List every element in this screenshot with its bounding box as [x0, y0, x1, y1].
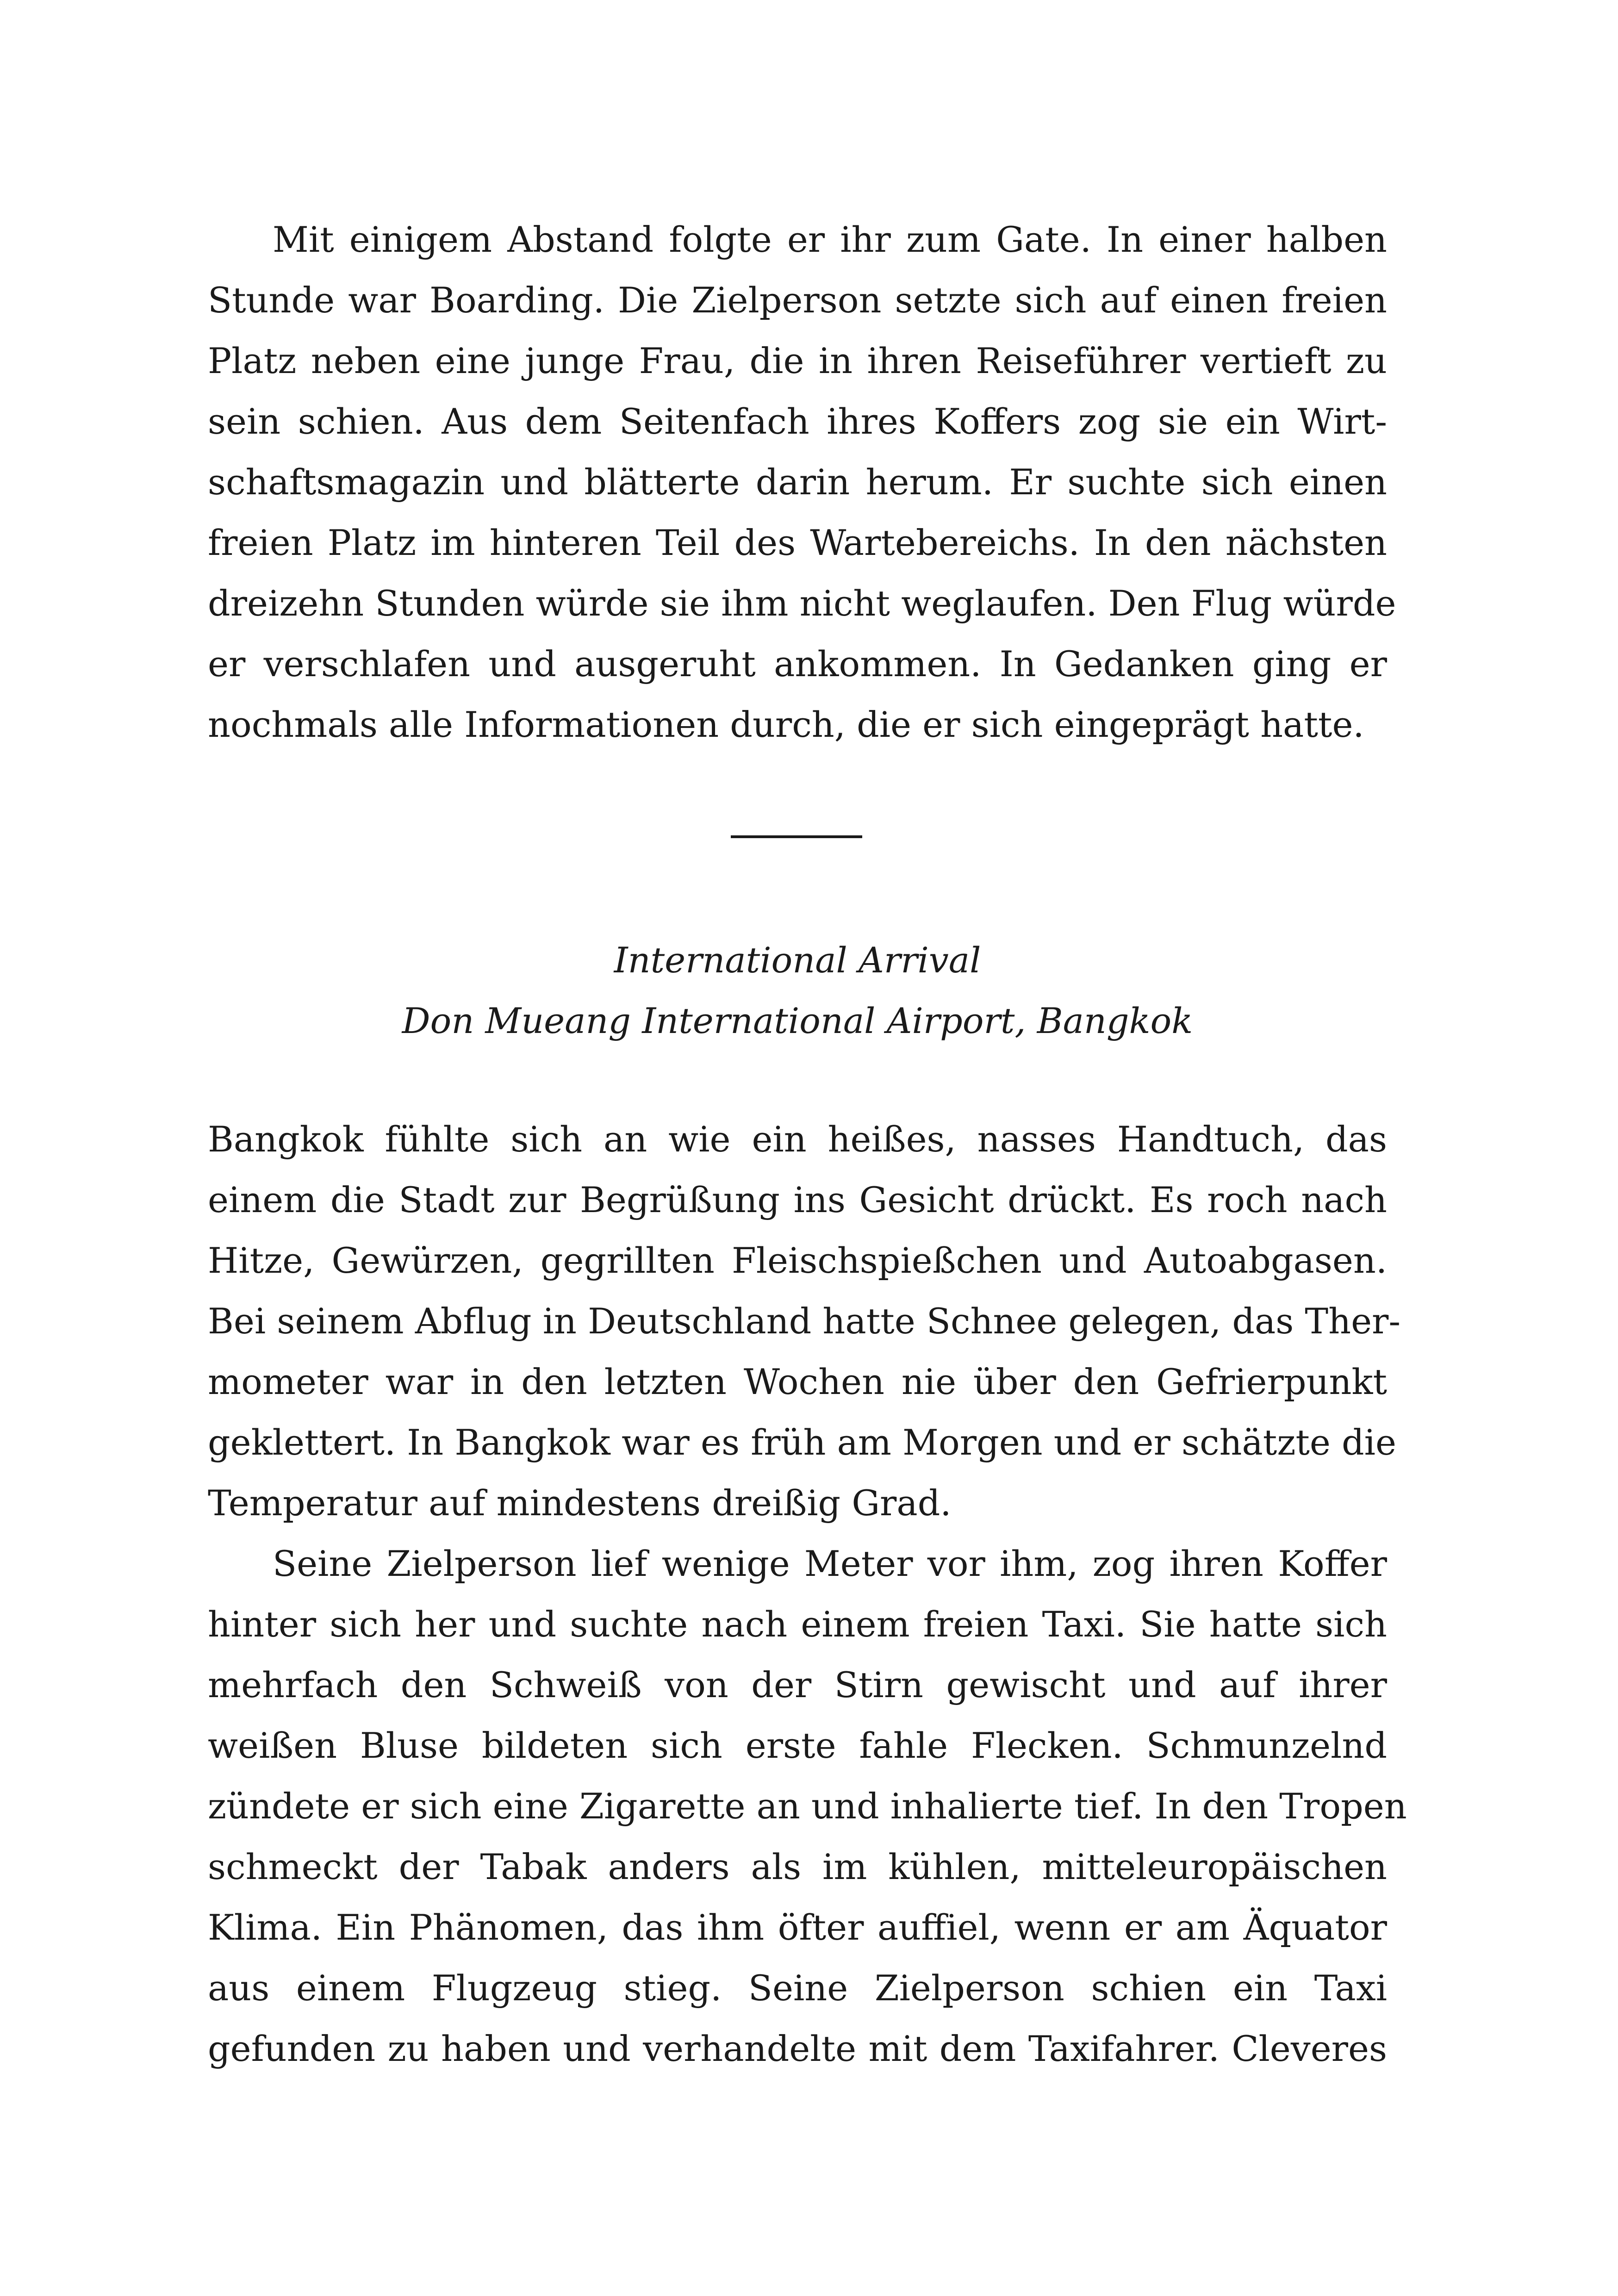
text-line: Temperatur auf mindestens dreißig Grad. [208, 1482, 952, 1524]
text-line: mehrfach den Schweiß von der Stirn gewischt und auf ihrer [208, 1664, 1387, 1705]
text-line: geklettert. In Bangkok war es früh am Morgen und er schätzte die [208, 1422, 1396, 1463]
section-divider [731, 835, 862, 838]
text-line: weißen Bluse bildeten sich erste fahle Flecken. Schmunzelnd [208, 1725, 1387, 1766]
text-line: dreizehn Stunden würde sie ihm nicht weglaufen. Den Flug würde [208, 583, 1396, 624]
section-heading-line-1: International Arrival [614, 940, 981, 981]
text-line: er verschlafen und ausgeruht ankommen. In Gedanken ging er [208, 643, 1387, 684]
text-line: freien Platz im hinteren Teil des Wartebereichs. In den nächsten [208, 522, 1387, 563]
text-line: aus einem Flugzeug stieg. Seine Zielperson schien ein Taxi [208, 1967, 1387, 2009]
text-line: einem die Stadt zur Begrüßung ins Gesicht drückt. Es roch nach [208, 1179, 1387, 1220]
text-line: schmeckt der Tabak anders als im kühlen, mitteleuropäischen [208, 1846, 1387, 1887]
text-line: Stunde war Boarding. Die Zielperson setzte sich auf einen freien [208, 280, 1387, 321]
text-line: Platz neben eine junge Frau, die in ihren Reiseführer vertieft zu [208, 340, 1387, 381]
paragraph-1 [208, 209, 1396, 755]
section-heading [208, 930, 1387, 1051]
section-heading-line-2: Don Mueang International Airport, Bangkok [402, 1000, 1193, 1041]
text-line: Klima. Ein Phänomen, das ihm öfter auffiel, wenn er am Äquator [208, 1907, 1387, 1948]
text-line: schaftsmagazin und blätterte darin herum. Er suchte sich einen [208, 461, 1387, 503]
section-2-body [208, 1109, 1407, 2079]
text-line: gefunden zu haben und verhandelte mit dem Taxifahrer. Cleveres [208, 2028, 1387, 2069]
text-line: Bangkok fühlte sich an wie ein heißes, nasses Handtuch, das [208, 1119, 1387, 1160]
text-line: Mit einigem Abstand folgte er ihr zum Gate. In einer halben [273, 219, 1387, 260]
text-line: mometer war in den letzten Wochen nie über den Gefrierpunkt [208, 1361, 1387, 1402]
text-line: zündete er sich eine Zigarette an und inhalierte tief. In den Tropen [208, 1786, 1407, 1827]
text-line: Hitze, Gewürzen, gegrillten Fleischspießchen und Autoabgasen. [208, 1240, 1387, 1281]
text-line: sein schien. Aus dem Seitenfach ihres Koffers zog sie ein Wirt- [208, 401, 1387, 442]
text-line: hinter sich her und suchte nach einem freien Taxi. Sie hatte sich [208, 1604, 1387, 1645]
paragraph-3 [208, 1533, 1407, 2079]
text-line: Seine Zielperson lief wenige Meter vor ihm, zog ihren Koffer [273, 1543, 1387, 1584]
paragraph-1-block [208, 209, 1396, 755]
paragraph-2 [208, 1109, 1401, 1533]
text-line: Bei seinem Abflug in Deutschland hatte Schnee gelegen, das Ther- [208, 1300, 1401, 1342]
text-line: nochmals alle Informationen durch, die er sich eingeprägt hatte. [208, 704, 1364, 745]
